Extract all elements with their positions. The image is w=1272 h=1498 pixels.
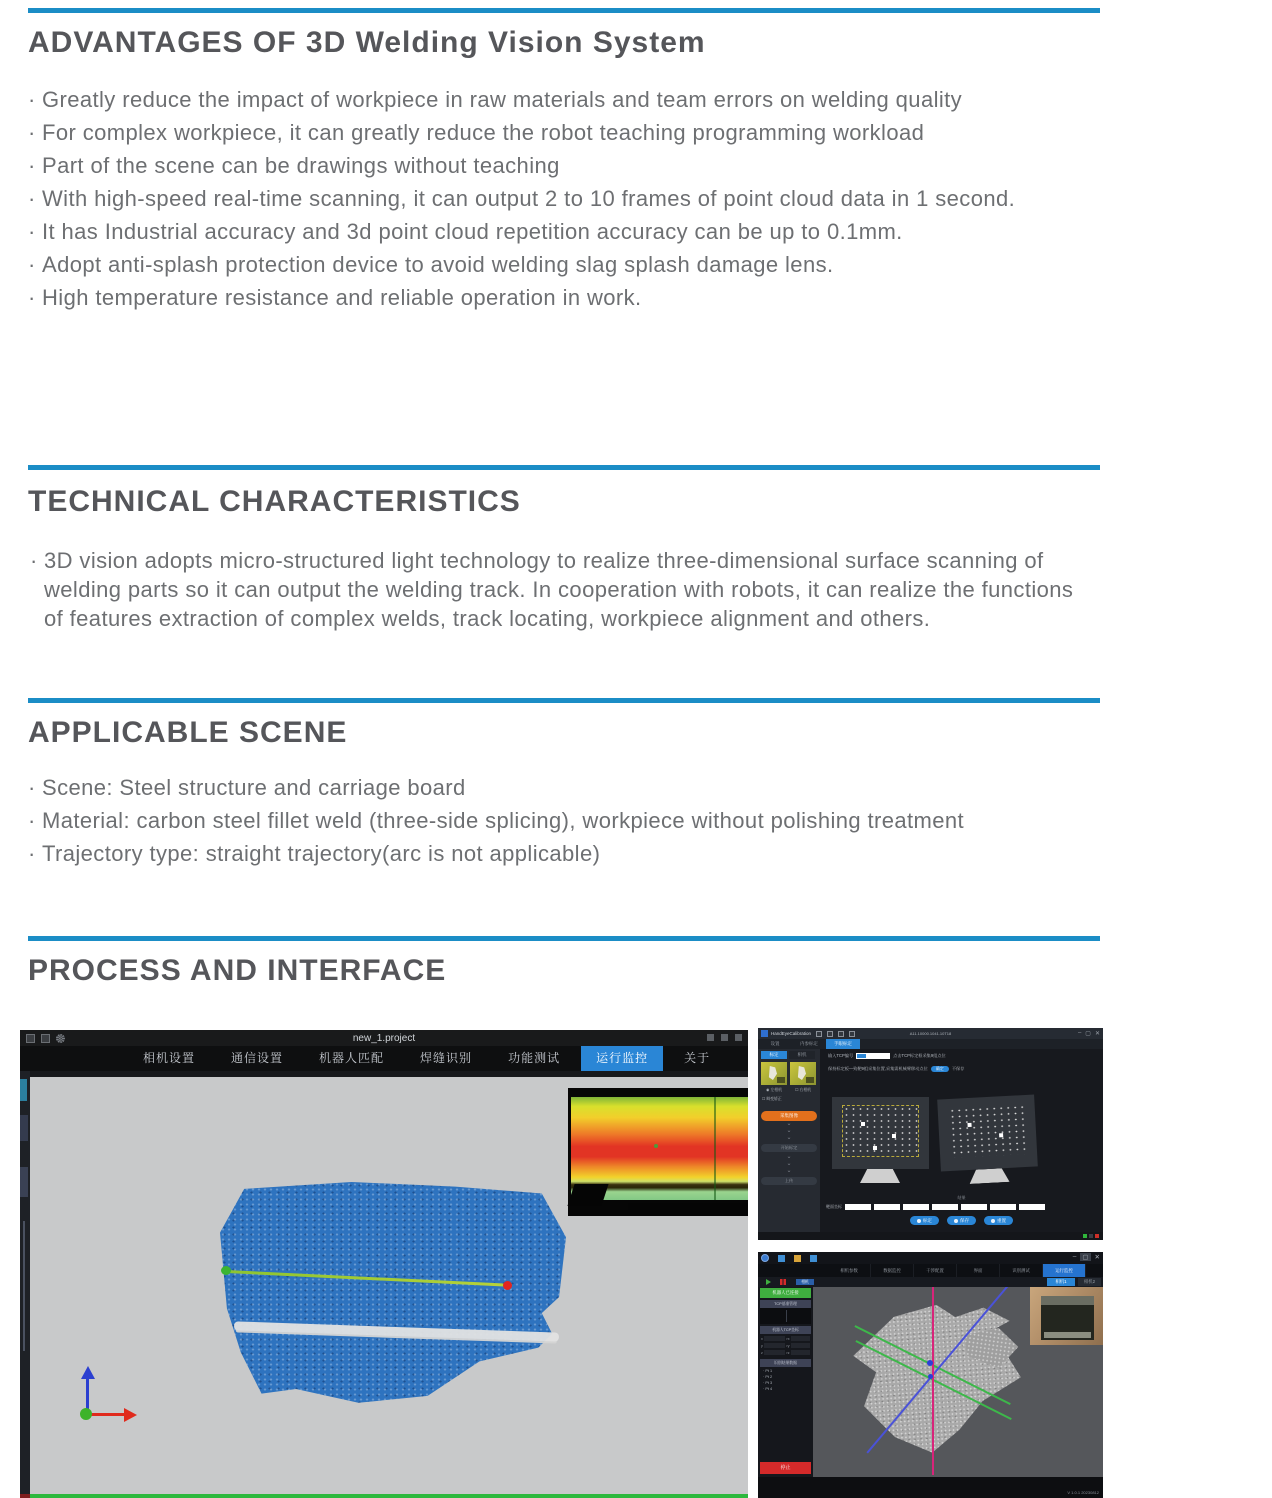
camera2-button[interactable]: 相机2 <box>1078 1278 1101 1286</box>
main-titlebar <box>20 1030 748 1046</box>
technical-title: TECHNICAL CHARACTERISTICS <box>28 485 521 518</box>
chevron-down-icon[interactable]: ⌄ <box>786 1168 792 1174</box>
tab-weld-recognition[interactable]: 焊缝识别 <box>420 1051 473 1065</box>
scan-point-cloud <box>843 1299 1033 1461</box>
subtab-camera[interactable]: 相机 <box>789 1051 815 1059</box>
depth-heatmap-panel <box>568 1088 748 1216</box>
app-logo-icon <box>761 1254 769 1262</box>
advantages-item: · Part of the scene can be drawings without teaching <box>28 152 1018 180</box>
coord-label: z <box>761 1350 763 1355</box>
tab-interface[interactable]: 界面 <box>957 1264 1000 1277</box>
reset-button[interactable]: 重置 <box>984 1216 1013 1225</box>
file-blue-icon[interactable] <box>810 1255 817 1262</box>
confirm-button[interactable]: 确定 <box>931 1066 949 1072</box>
coord-label: ry <box>786 1343 790 1348</box>
window-controls[interactable] <box>1073 1253 1100 1261</box>
coord-cell <box>761 1336 785 1341</box>
advantages-item: · It has Industrial accuracy and 3d point cloud repetition accuracy can be up to 0.1mm. <box>28 218 1018 246</box>
monitor-3d-viewport[interactable] <box>813 1287 1103 1477</box>
board-marker <box>968 1123 972 1127</box>
section-rule-advantages <box>28 8 1100 13</box>
section-rule-technical <box>28 465 1100 470</box>
minimize-icon[interactable] <box>707 1034 714 1041</box>
advantages-title: ADVANTAGES OF 3D Welding Vision System <box>28 26 706 59</box>
coord-cell <box>787 1336 811 1341</box>
coord-cell <box>787 1350 811 1355</box>
left-camera-radio[interactable]: ◉ 左相机 <box>766 1088 782 1092</box>
tcp-base-fields[interactable] <box>760 1308 811 1324</box>
hand-eye-calibration-window <box>758 1028 1103 1240</box>
coordinate-row-label: 靶面坐标 <box>826 1204 842 1209</box>
strip-marker <box>20 1079 27 1101</box>
axis-x-arrowhead <box>124 1408 137 1422</box>
coord-value[interactable] <box>764 1343 785 1348</box>
bottom-red-marker <box>20 1494 30 1498</box>
tab-camera-params[interactable]: 相机参数 <box>828 1264 871 1277</box>
monitor-statusbar <box>758 1477 1103 1498</box>
close-icon[interactable] <box>735 1034 742 1041</box>
applicable-title: APPLICABLE SCENE <box>28 716 348 749</box>
calib-hint-text: 保持标定板—致靶9组采集位置,采集需机械臂移动点位 <box>828 1066 928 1071</box>
advantages-item: · High temperature resistance and reliable operation in work. <box>28 284 1018 312</box>
folder-yellow-icon[interactable] <box>794 1255 801 1262</box>
calib-titlebar <box>758 1028 1103 1039</box>
tab-run-monitor[interactable]: 运行监控 <box>581 1046 663 1071</box>
result-point-row[interactable]: · Pt 4 <box>763 1387 773 1391</box>
coordinate-input-row <box>826 1204 1045 1210</box>
trajectory-end-point <box>503 1281 512 1290</box>
calib-bottom-buttons <box>820 1216 1103 1225</box>
monitor-titlebar <box>758 1252 1103 1264</box>
axis-gizmo <box>78 1364 168 1428</box>
calib-tabbar <box>758 1039 1103 1049</box>
close-icon[interactable]: ✕ <box>1094 1254 1100 1261</box>
tab-camera-settings[interactable]: 相机设置 <box>143 1051 196 1065</box>
minimize-icon[interactable]: – <box>1077 1030 1082 1036</box>
coord-label: rz <box>786 1350 790 1355</box>
tcp-input-label: 输入TCP编号 <box>828 1053 854 1058</box>
advantages-list <box>28 86 1018 317</box>
maximize-icon[interactable]: ▢ <box>1082 1254 1089 1261</box>
titlebar-code: A11.10000.1041.10T18 <box>909 1031 952 1036</box>
maximize-icon[interactable] <box>721 1034 728 1041</box>
point-cloud-mass <box>220 1182 566 1412</box>
start-calibration-button[interactable]: 开始标定 <box>761 1144 817 1152</box>
welding-software-window <box>20 1030 748 1498</box>
coord-cell <box>761 1343 785 1348</box>
process-title: PROCESS AND INTERFACE <box>28 954 447 987</box>
green-led <box>1083 1234 1087 1238</box>
dot-grid <box>949 1104 1027 1158</box>
chevron-down-icon[interactable]: ⌄ <box>786 1161 792 1167</box>
coordinate-input[interactable] <box>874 1204 900 1210</box>
close-icon[interactable]: ✕ <box>1094 1031 1100 1037</box>
advantages-item: · With high-speed real-time scanning, it can output 2 to 10 frames of point cloud data in 1 second. <box>28 185 1018 213</box>
upload-button[interactable]: 上传 <box>761 1177 817 1185</box>
tcp-input-hint: 点击TCP标定框采集9组点位 <box>893 1053 946 1058</box>
trajectory-start-point <box>221 1266 231 1275</box>
coord-value[interactable] <box>791 1350 811 1355</box>
board-marker <box>999 1134 1003 1138</box>
coordinate-input[interactable] <box>903 1204 929 1210</box>
sidebar-subtabs <box>758 1049 820 1061</box>
version-text: V 1.0.1 20230812 <box>1067 1490 1099 1495</box>
tcp-coordinate-grid <box>758 1334 813 1357</box>
chevron-down-icon[interactable]: ⌄ <box>786 1121 792 1127</box>
board-stand <box>860 1169 900 1183</box>
calib-app-title: HandEyeCalibration <box>771 1031 812 1036</box>
window-controls[interactable] <box>1078 1030 1100 1037</box>
calib-statusbar <box>758 1232 1103 1240</box>
red-led <box>1095 1234 1099 1238</box>
recognition-monitor-window <box>758 1252 1103 1498</box>
coord-value[interactable] <box>791 1343 811 1348</box>
tab-data-monitor[interactable]: 数据监控 <box>871 1264 914 1277</box>
tab-about[interactable]: 关于 <box>684 1051 711 1065</box>
strip-scrollbar[interactable] <box>23 1221 25 1351</box>
main-tabbar <box>20 1046 748 1071</box>
tab-interference-config[interactable]: 干涉配置 <box>914 1264 957 1277</box>
window-controls[interactable] <box>707 1034 742 1041</box>
board-marker <box>861 1122 865 1126</box>
axis-z-arrowhead <box>81 1366 95 1379</box>
heatmap-marker-line <box>714 1097 716 1200</box>
heatmap-shadow <box>567 1184 608 1206</box>
section-rule-applicable <box>28 698 1100 703</box>
monitor-sidebar <box>758 1287 813 1477</box>
save-button[interactable]: 保存 <box>947 1216 976 1225</box>
camera-live-photo <box>1030 1287 1103 1345</box>
point-cloud[interactable] <box>220 1182 566 1412</box>
tab-settings[interactable]: 设置 <box>770 1041 780 1046</box>
coord-label: x <box>761 1336 763 1341</box>
tab-comm-settings[interactable]: 通信设置 <box>231 1051 284 1065</box>
section-rule-process <box>28 936 1100 941</box>
file-blue-icon[interactable] <box>778 1255 785 1262</box>
tab-intrinsic-calibration[interactable]: 内参标定 <box>800 1041 818 1046</box>
tab-hand-eye-calibration[interactable]: 手眼标定 <box>826 1039 860 1049</box>
axis-x-arrow <box>90 1413 126 1416</box>
result-label: 结果 <box>957 1195 966 1200</box>
technical-body: · 3D vision adopts micro-structured light technology to realize three-dimensional surface scanning of welding parts so it can output the welding track. In cooperation with robots, it can realize the functions of features extraction of complex welds, track locating, workpiece alignment and others. <box>28 546 1084 633</box>
strip-marker <box>20 1115 28 1141</box>
maximize-icon[interactable]: ▢ <box>1085 1031 1091 1037</box>
calibrate-button[interactable]: 标定 <box>910 1216 939 1225</box>
applicable-list <box>28 774 978 873</box>
chevron-down-icon[interactable]: ⌄ <box>786 1128 792 1134</box>
tab-run-monitor[interactable]: 运行监控 <box>1043 1264 1086 1277</box>
coordinate-input[interactable] <box>932 1204 958 1210</box>
camera-select-dropdown[interactable]: 相机 <box>796 1279 814 1285</box>
result-data-header: 识别结果数据 <box>760 1359 811 1367</box>
workpiece-opening <box>1041 1296 1094 1340</box>
robot-tcp-header: 机器人TCP坐标 <box>760 1326 811 1334</box>
heatmap-shadow <box>628 1203 748 1210</box>
calib-hint-row <box>828 1066 964 1072</box>
monitor-toolbar <box>758 1277 1103 1287</box>
window-title: new_1.project <box>352 1032 416 1044</box>
calib-sidebar <box>758 1049 820 1232</box>
coord-cell <box>761 1350 785 1355</box>
bottom-green-line <box>30 1494 748 1498</box>
tab-function-test[interactable]: 功能测试 <box>508 1051 561 1065</box>
monitor-tabbar <box>758 1264 1103 1277</box>
pause-icon[interactable] <box>780 1279 786 1285</box>
tcp-number-input[interactable] <box>856 1053 890 1059</box>
status-leds <box>1083 1234 1099 1238</box>
coordinate-input[interactable] <box>1019 1204 1045 1210</box>
tab-recognition-test[interactable]: 识别测试 <box>1000 1264 1043 1277</box>
tab-robot-matching[interactable]: 机器人匹配 <box>319 1051 385 1065</box>
tcp-base-header: TCP基准管理 <box>760 1300 811 1308</box>
chevron-down-icon[interactable]: ⌄ <box>786 1154 792 1160</box>
strip-marker <box>20 1167 28 1197</box>
applicable-item: · Scene: Steel structure and carriage board <box>28 774 978 802</box>
left-camera-thumbnail[interactable] <box>761 1062 787 1085</box>
gray-led <box>1089 1234 1093 1238</box>
coordinate-input[interactable] <box>961 1204 987 1210</box>
chevron-down-icon[interactable]: ⌄ <box>786 1135 792 1141</box>
right-board-image[interactable] <box>937 1095 1038 1172</box>
camera1-button[interactable]: 相机1 <box>1047 1278 1075 1286</box>
play-icon[interactable] <box>766 1279 771 1285</box>
distortion-checkbox[interactable]: ☐ 畸变矫正 <box>762 1097 782 1101</box>
board-marker <box>873 1146 877 1150</box>
coord-label: y <box>761 1343 763 1348</box>
subtab-calibration[interactable]: 标定 <box>761 1051 787 1059</box>
coord-value[interactable] <box>764 1350 785 1355</box>
coord-label: rx <box>786 1336 790 1341</box>
right-camera-radio[interactable]: ☐ 右相机 <box>795 1088 811 1092</box>
robot-connected-button[interactable]: 机器人已连接 <box>760 1288 811 1298</box>
stop-button[interactable]: 停止 <box>760 1462 811 1474</box>
result-point-row[interactable]: · Pt 1 <box>763 1369 773 1373</box>
coord-cell <box>787 1343 811 1348</box>
result-point-row[interactable]: · Pt 2 <box>763 1375 773 1379</box>
right-camera-thumbnail[interactable] <box>790 1062 816 1085</box>
left-panel-strip[interactable] <box>20 1071 30 1494</box>
tcp-input-row <box>828 1053 946 1059</box>
advantages-item: · Adopt anti-splash protection device to avoid welding slag splash damage lens. <box>28 251 1018 279</box>
camera-thumb-labels <box>758 1086 820 1094</box>
coordinate-input[interactable] <box>990 1204 1016 1210</box>
board-marker <box>892 1134 896 1138</box>
coordinate-input[interactable] <box>845 1204 871 1210</box>
3d-viewport[interactable] <box>20 1071 748 1498</box>
board-stand <box>969 1168 1010 1184</box>
advantages-item: · Greatly reduce the impact of workpiece in raw materials and team errors on welding quality <box>28 86 1018 114</box>
minimize-icon[interactable]: – <box>1072 1253 1077 1260</box>
calibration-board-images <box>832 1097 1036 1169</box>
viewport-top-shadow <box>20 1071 748 1077</box>
feature-point-marker <box>927 1360 933 1366</box>
advantages-item: · For complex workpiece, it can greatly reduce the robot teaching programming workload <box>28 119 1018 147</box>
coord-value[interactable] <box>764 1336 785 1341</box>
left-board-image[interactable] <box>832 1097 929 1169</box>
applicable-item: · Material: carbon steel fillet weld (three-side splicing), workpiece without polishing treatment <box>28 807 978 835</box>
capture-image-button[interactable]: 采集图像 <box>761 1111 817 1121</box>
axis-line-magenta <box>932 1287 934 1475</box>
calib-hint-tail: 不保存 <box>951 1066 965 1071</box>
calib-main-area <box>820 1049 1103 1232</box>
result-point-row[interactable]: · Pt 3 <box>763 1381 773 1385</box>
text-selection <box>857 1054 866 1058</box>
coord-value[interactable] <box>791 1336 811 1341</box>
axis-origin-dot <box>80 1408 92 1420</box>
camera-thumbnails <box>758 1061 820 1086</box>
feature-point-marker <box>928 1374 933 1379</box>
applicable-item: · Trajectory type: straight trajectory(arc is not applicable) <box>28 840 978 868</box>
dot-grid <box>843 1106 918 1156</box>
